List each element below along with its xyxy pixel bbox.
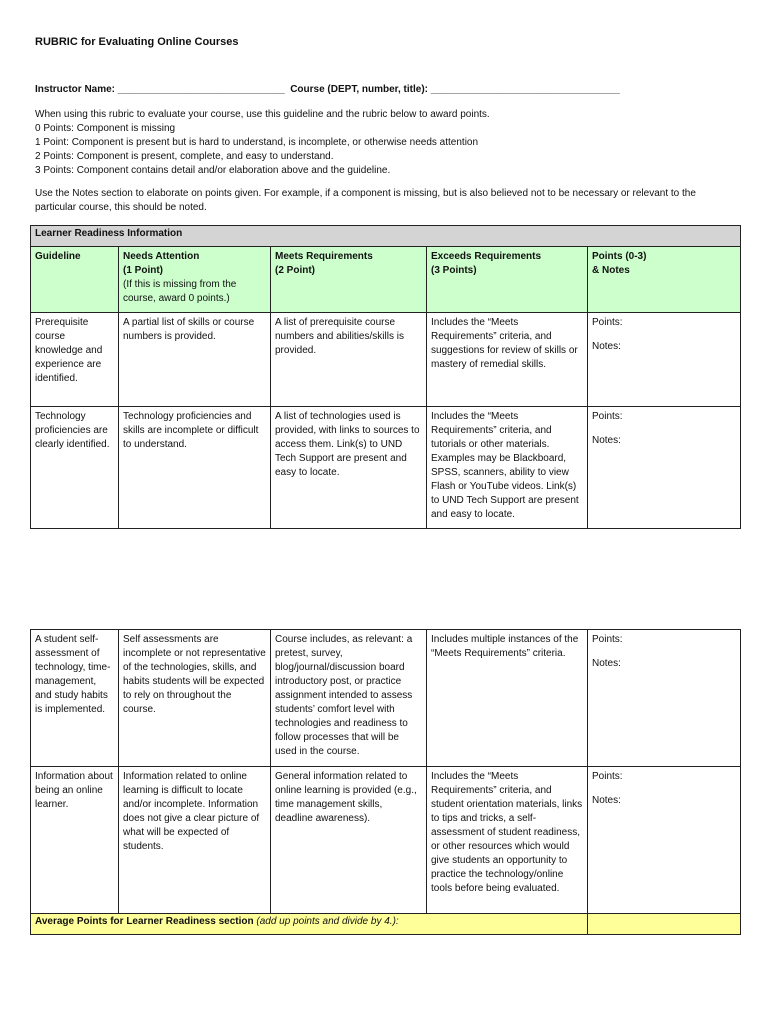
notes-label: Notes: <box>592 658 621 669</box>
cell-guideline: Prerequisite course knowledge and experience are identified. <box>31 313 119 407</box>
average-hint: (add up points and divide by 4.): <box>256 916 399 927</box>
cell-needs-attention: Technology proficiencies and skills are incomplete or difficult to understand. <box>119 407 271 529</box>
average-value-cell[interactable] <box>588 914 741 935</box>
cell-meets-requirements: A list of technologies used is provided, with links to sources to access them. Link(s) to UND Tech Support are present and easy to locate. <box>271 407 427 529</box>
notes-label: Notes: <box>592 435 621 446</box>
intro-line: 3 Points: Component contains detail and/or elaboration above and the guideline. <box>35 165 391 176</box>
header-exceeds-title: Exceeds Requirements <box>431 251 542 262</box>
header-points <box>588 247 741 313</box>
header-meets-sub: (2 Point) <box>275 265 315 276</box>
header-meets-requirements <box>271 247 427 313</box>
cell-exceeds-requirements: Includes the “Meets Requirements” criteria, and tutorials or other materials. Examples may be Blackboard, SPSS, scanners, ability to view Flash or YouTube videos. Link(s) to UND Tech Support are present and easy to locate. <box>427 407 588 529</box>
notes-label: Notes: <box>592 341 621 352</box>
intro-line: When using this rubric to evaluate your course, use this guideline and the rubric below to award points. <box>35 109 490 120</box>
document-title: RUBRIC for Evaluating Online Courses <box>35 36 239 48</box>
cell-points-notes[interactable] <box>588 630 741 767</box>
intro-line: 0 Points: Component is missing <box>35 123 176 134</box>
table-row <box>31 767 741 914</box>
header-exceeds-requirements <box>427 247 588 313</box>
intro-line: 2 Points: Component is present, complete, and easy to understand. <box>35 151 334 162</box>
table-row <box>31 630 741 767</box>
header-guideline-label: Guideline <box>35 251 81 262</box>
points-label: Points: <box>592 317 623 328</box>
intro-line: 1 Point: Component is present but is hard to understand, is incomplete, or otherwise needs attention <box>35 137 479 148</box>
cell-points-notes[interactable] <box>588 767 741 914</box>
cell-points-notes[interactable] <box>588 313 741 407</box>
header-needs-note: (If this is missing from the course, award 0 points.) <box>123 279 237 304</box>
average-label: Average Points for Learner Readiness section <box>35 916 254 927</box>
intro-guidelines <box>35 108 735 178</box>
notes-label: Notes: <box>592 795 621 806</box>
table-row <box>31 407 741 529</box>
average-row <box>31 914 741 935</box>
rubric-table-part-2 <box>30 629 741 935</box>
cell-guideline: Information about being an online learner. <box>31 767 119 914</box>
header-meets-title: Meets Requirements <box>275 251 373 262</box>
notes-paragraph: Use the Notes section to elaborate on points given. For example, if a component is missing, but is also believed not to be necessary or relevant to the particular course, this should be noted. <box>35 188 696 213</box>
header-needs-sub: (1 Point) <box>123 265 163 276</box>
instructor-course-line: Instructor Name: ______________________________ Course (DEPT, number, title): __________________________________ <box>35 84 620 95</box>
cell-points-notes[interactable] <box>588 407 741 529</box>
header-points-sub: & Notes <box>592 265 630 276</box>
section-title: Learner Readiness Information <box>31 226 741 247</box>
cell-needs-attention: Information related to online learning is difficult to locate and/or incomplete. Information does not give a clear picture of what will be expected of students. <box>119 767 271 914</box>
header-needs-attention <box>119 247 271 313</box>
header-needs-title: Needs Attention <box>123 251 200 262</box>
table-row <box>31 313 741 407</box>
points-label: Points: <box>592 411 623 422</box>
cell-meets-requirements: General information related to online learning is provided (e.g., time management skills, deadline awareness). <box>271 767 427 914</box>
header-exceeds-sub: (3 Points) <box>431 265 477 276</box>
cell-needs-attention: Self assessments are incomplete or not representative of the technologies, skills, and habits students will be expected to rely on throughout the course. <box>119 630 271 767</box>
cell-guideline: Technology proficiencies are clearly identified. <box>31 407 119 529</box>
rubric-table-part-1 <box>30 225 741 529</box>
header-guideline <box>31 247 119 313</box>
header-points-title: Points (0-3) <box>592 251 647 262</box>
cell-needs-attention: A partial list of skills or course numbers is provided. <box>119 313 271 407</box>
cell-exceeds-requirements: Includes multiple instances of the “Meets Requirements” criteria. <box>427 630 588 767</box>
cell-guideline: A student self-assessment of technology, time-management, and study habits is implemented. <box>31 630 119 767</box>
cell-exceeds-requirements: Includes the “Meets Requirements” criteria, and student orientation materials, links to tips and tricks, a self-assessment of student readiness, or other resources which would give students an opportunity to practice the technology/online tools before being evaluated. <box>427 767 588 914</box>
average-label-cell <box>31 914 588 935</box>
points-label: Points: <box>592 634 623 645</box>
points-label: Points: <box>592 771 623 782</box>
header-row <box>31 247 741 313</box>
cell-meets-requirements: Course includes, as relevant: a pretest, survey, blog/journal/discussion board introductory post, or practice assignment intended to assess students’ comfort level with technologies and readiness to follow processes that will be used in the course. <box>271 630 427 767</box>
cell-meets-requirements: A list of prerequisite course numbers and abilities/skills is provided. <box>271 313 427 407</box>
cell-exceeds-requirements: Includes the “Meets Requirements” criteria, and suggestions for review of skills or mastery of remedial skills. <box>427 313 588 407</box>
